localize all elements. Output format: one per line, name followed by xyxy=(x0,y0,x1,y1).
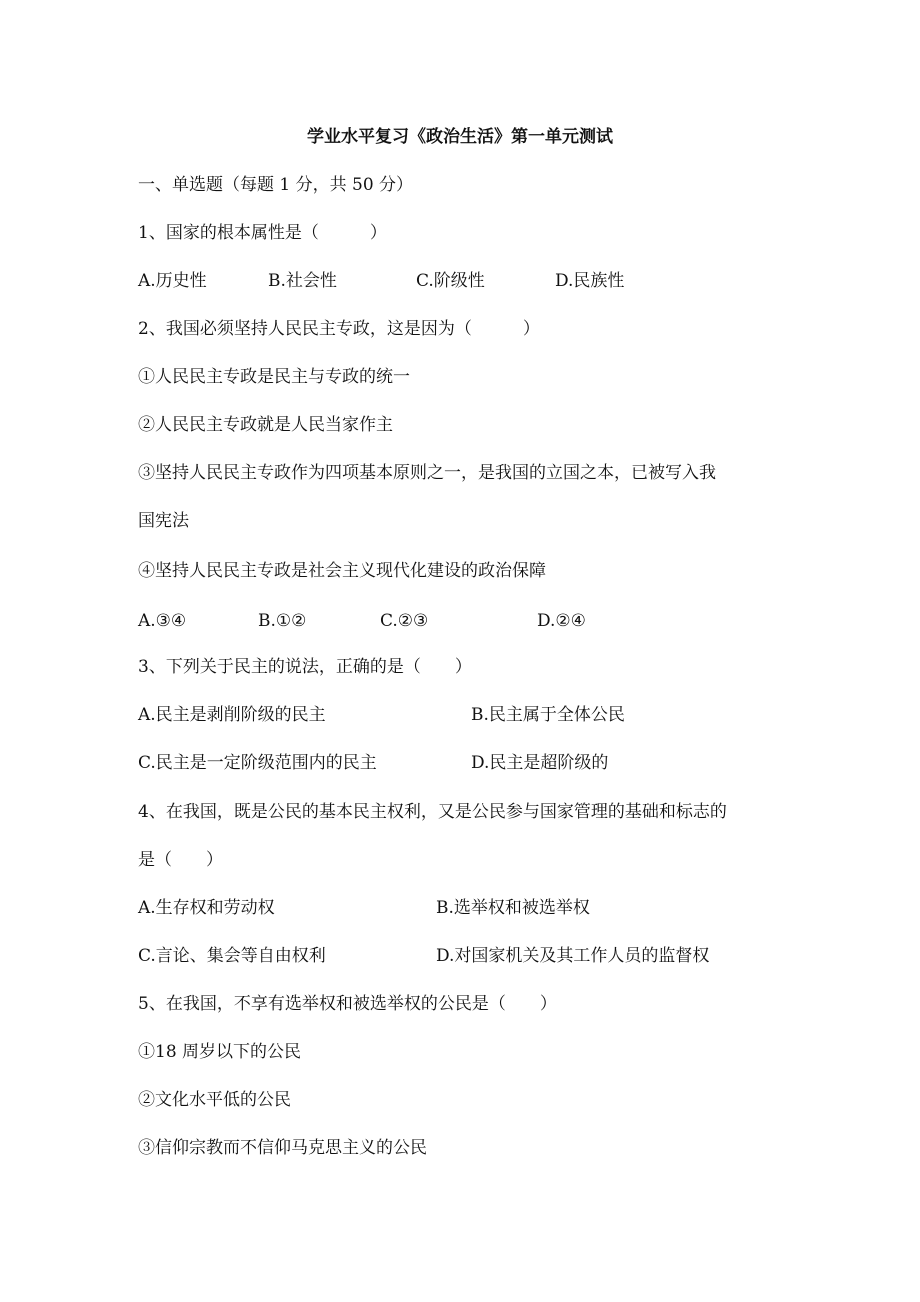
question-4-option-d: D.对国家机关及其工作人员的监督权 xyxy=(436,946,710,966)
question-1-option-c: C.阶级性 xyxy=(416,271,485,291)
page-title: 学业水平复习《政治生活》第一单元测试 xyxy=(307,127,613,147)
question-2-option-b: B.①② xyxy=(258,611,307,631)
question-3-option-c: C.民主是一定阶级范围内的民主 xyxy=(138,753,377,773)
question-3-option-b: B.民主属于全体公民 xyxy=(471,705,625,725)
question-4-option-c: C.言论、集会等自由权利 xyxy=(138,946,326,966)
question-1-option-a: A.历史性 xyxy=(138,271,207,291)
question-2-statement-3: ③坚持人民民主专政作为四项基本原则之一，是我国的立国之本，已被写入我 xyxy=(138,463,716,483)
question-5-stem: 5、在我国，不享有选举权和被选举权的公民是（ ） xyxy=(138,994,557,1014)
question-3-stem: 3、下列关于民主的说法，正确的是（ ） xyxy=(138,657,472,677)
question-2-statement-4: ④坚持人民民主专政是社会主义现代化建设的政治保障 xyxy=(138,561,546,581)
question-2-statement-1: ①人民民主专政是民主与专政的统一 xyxy=(138,367,410,387)
question-2-statement-3-cont: 国宪法 xyxy=(138,511,189,531)
question-2-option-d: D.②④ xyxy=(537,611,586,631)
question-3-option-a: A.民主是剥削阶级的民主 xyxy=(138,705,326,725)
question-4-stem: 4、在我国，既是公民的基本民主权利，又是公民参与国家管理的基础和标志的 xyxy=(138,802,727,822)
question-2-option-c: C.②③ xyxy=(380,611,429,631)
question-5-statement-3: ③信仰宗教而不信仰马克思主义的公民 xyxy=(138,1138,427,1158)
question-2-option-a: A.③④ xyxy=(138,611,187,631)
question-2-statement-2: ②人民民主专政就是人民当家作主 xyxy=(138,415,393,435)
question-5-statement-2: ②文化水平低的公民 xyxy=(138,1090,291,1110)
question-4-stem-cont: 是（ ） xyxy=(138,850,223,870)
question-4-option-a: A.生存权和劳动权 xyxy=(138,898,275,918)
question-4-option-b: B.选举权和被选举权 xyxy=(436,898,590,918)
question-2-stem: 2、我国必须坚持人民民主专政，这是因为（ ） xyxy=(138,319,540,339)
question-3-option-d: D.民主是超阶级的 xyxy=(471,753,609,773)
question-1-option-d: D.民族性 xyxy=(555,271,625,291)
question-1-option-b: B.社会性 xyxy=(268,271,337,291)
question-5-statement-1: ①18 周岁以下的公民 xyxy=(138,1042,302,1062)
section-heading: 一、单选题（每题 1 分，共 50 分） xyxy=(138,175,414,195)
question-1-stem: 1、国家的根本属性是（ ） xyxy=(138,223,387,243)
